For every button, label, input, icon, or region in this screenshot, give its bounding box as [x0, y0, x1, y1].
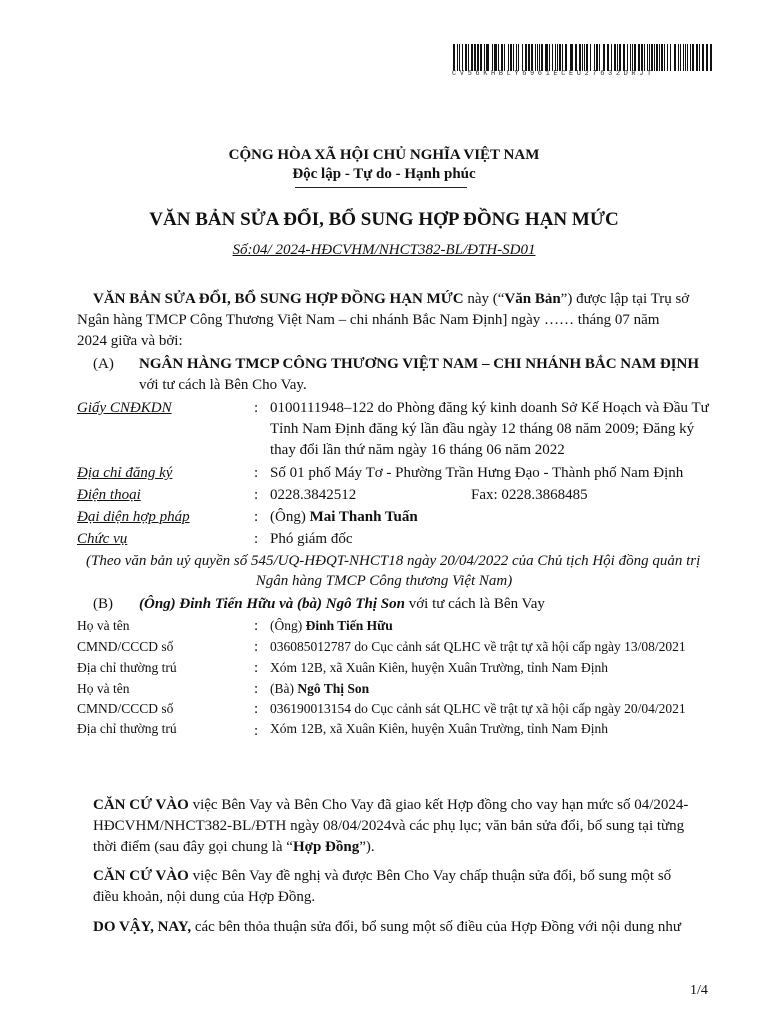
- barcode-bar: [617, 44, 618, 71]
- intro-term: Văn Bản: [504, 291, 561, 307]
- phone-value: 0228.3842512: [270, 487, 357, 503]
- barcode-bar: [623, 44, 625, 71]
- document-number: Số:04/ 2024-HĐCVHM/NHCT382-BL/ĐTH-SD01: [232, 242, 536, 258]
- barcode: [452, 44, 714, 71]
- barcode-bar: [649, 44, 650, 71]
- barcode-text: CV56KHBLY6961ECEU27632DRJT: [452, 70, 655, 78]
- recital-1-lead: CĂN CỨ VÀO: [93, 797, 189, 813]
- phone-colon: :: [254, 487, 259, 503]
- barcode-bar: [457, 44, 458, 71]
- p2-id-colon: :: [254, 701, 259, 717]
- barcode-bar: [614, 44, 616, 71]
- barcode-bar: [603, 44, 605, 71]
- barcode-bar: [706, 44, 708, 71]
- position-value: Phó giám đốc: [270, 531, 353, 547]
- party-a-name: NGÂN HÀNG TMCP CÔNG THƯƠNG VIỆT NAM – CHI NHÁNH BẮC NAM ĐỊNH: [139, 356, 700, 372]
- p1-address-colon: :: [254, 660, 259, 676]
- p1-name-label: Họ và tên: [77, 618, 130, 633]
- gcn-value-3: thay đổi lần thứ năm ngày 16 tháng 06 năm 2022: [270, 442, 565, 458]
- p2-id-value: 036190013154 do Cục cảnh sát QLHC về trật tự xã hội cấp ngày 20/04/2021: [270, 701, 686, 716]
- barcode-bar: [510, 44, 512, 71]
- barcode-bar: [539, 44, 540, 71]
- p1-id-colon: :: [254, 639, 259, 655]
- representative-value: [270, 509, 418, 526]
- gcn-label: Giấy CNĐKDN: [77, 400, 172, 416]
- recital-3-line-1: [93, 917, 681, 938]
- barcode-bar: [465, 44, 467, 71]
- barcode-bar: [584, 44, 585, 71]
- barcode-bar: [590, 44, 591, 71]
- barcode-bar: [486, 44, 489, 71]
- barcode-bar: [656, 44, 658, 71]
- recital-1-line-3: [93, 837, 375, 858]
- barcode-bar: [667, 44, 668, 71]
- barcode-bar: [699, 44, 700, 71]
- barcode-bar: [552, 44, 553, 71]
- barcode-bar: [508, 44, 509, 71]
- barcode-bar: [702, 44, 704, 71]
- barcode-bar: [468, 44, 469, 71]
- national-title: CỘNG HÒA XÃ HỘI CHỦ NGHĨA VIỆT NAM: [228, 147, 540, 163]
- barcode-bar: [627, 44, 628, 71]
- barcode-bar: [518, 44, 519, 71]
- national-motto: Độc lập - Tự do - Hạnh phúc: [292, 166, 476, 182]
- barcode-bar: [459, 44, 460, 71]
- recital-2-text: việc Bên Vay đề nghị và được Bên Cho Vay chấp thuận sửa đổi, bổ sung một số: [188, 868, 672, 884]
- barcode-bar: [477, 44, 479, 71]
- p2-id-label: CMND/CCCD số: [77, 701, 174, 716]
- barcode-bar: [484, 44, 485, 71]
- barcode-bar: [504, 44, 505, 71]
- intro-mid: này (“: [463, 291, 505, 307]
- barcode-bar: [462, 44, 463, 71]
- representative-colon: :: [254, 509, 259, 525]
- recital-1-line-1: [93, 795, 688, 816]
- recital-1-line-2: HĐCVHM/NHCT382-BL/ĐTH ngày 08/04/2024và các phụ lục; văn bản sửa đổi, bổ sung tại từng: [93, 818, 685, 834]
- barcode-bar: [690, 44, 691, 71]
- recital-1-text: việc Bên Vay và Bên Cho Vay đã giao kết Hợp đồng cho vay hạn mức số 04/2024-: [188, 797, 689, 813]
- barcode-bar: [611, 44, 612, 71]
- barcode-bar: [594, 44, 595, 71]
- barcode-bar: [522, 44, 523, 71]
- barcode-bar: [607, 44, 609, 71]
- intro-line-1: [93, 289, 689, 310]
- barcode-bar: [680, 44, 681, 71]
- representative-name: Mai Thanh Tuấn: [309, 509, 418, 525]
- p2-address-label: Địa chỉ thường trú: [77, 721, 177, 736]
- barcode-bar: [471, 44, 473, 71]
- representative-label: Đại diện hợp pháp: [77, 509, 190, 525]
- barcode-bar: [562, 44, 563, 71]
- barcode-bar: [654, 44, 655, 71]
- barcode-bar: [579, 44, 581, 71]
- p2-address-value: Xóm 12B, xã Xuân Kiên, huyện Xuân Trường, tỉnh Nam Định: [270, 721, 609, 736]
- p2-name-prefix: (Bà): [270, 681, 298, 696]
- authorization-line-2: Ngân hàng TMCP Công thương Việt Nam): [255, 573, 513, 589]
- barcode-bar: [501, 44, 503, 71]
- barcode-bar: [619, 44, 621, 71]
- barcode-bar: [670, 44, 671, 71]
- barcode-bar: [647, 44, 648, 71]
- document-title: VĂN BẢN SỬA ĐỔI, BỔ SUNG HỢP ĐỒNG HẠN MỨC: [149, 209, 619, 230]
- recital-3-lead: DO VẬY, NAY,: [93, 919, 192, 935]
- p1-name-colon: :: [254, 618, 259, 634]
- barcode-bar: [570, 44, 573, 71]
- barcode-bar: [664, 44, 665, 71]
- barcode-bar: [687, 44, 688, 71]
- gcn-value-1: 0100111948–122 do Phòng đăng ký kinh doanh Sở Kế Hoạch và Đầu Tư: [270, 400, 709, 416]
- barcode-bar: [644, 44, 645, 71]
- p2-address-colon: :: [254, 723, 259, 739]
- barcode-bar: [586, 44, 588, 71]
- barcode-bar: [513, 44, 514, 71]
- address-value: Số 01 phố Máy Tơ - Phường Trần Hưng Đạo - Thành phố Nam Định: [270, 465, 684, 481]
- barcode-bar: [494, 44, 497, 71]
- barcode-bar: [549, 44, 550, 71]
- p1-address-label: Địa chỉ thường trú: [77, 660, 177, 675]
- barcode-bar: [528, 44, 530, 71]
- recital-1-text-3b: ”).: [359, 839, 375, 855]
- barcode-bar: [492, 44, 493, 71]
- motto-underline: [295, 187, 467, 188]
- position-label: Chức vụ: [77, 531, 128, 547]
- party-b-role: với tư cách là Bên Vay: [404, 596, 545, 612]
- barcode-bar: [474, 44, 476, 71]
- barcode-bar: [480, 44, 482, 71]
- barcode-bar: [575, 44, 577, 71]
- barcode-bar: [710, 44, 712, 71]
- phone-label: Điện thoại: [77, 487, 141, 503]
- barcode-bar: [531, 44, 533, 71]
- barcode-bar: [683, 44, 684, 71]
- intro-rest: ”) được lập tại Trụ sở: [560, 291, 690, 307]
- barcode-bar: [453, 44, 455, 71]
- authorization-line-1: (Theo văn bản uỷ quyền số 545/UQ-HĐQT-NHCT18 ngày 20/04/2022 của Chủ tịch Hội đồng quản trị: [86, 553, 701, 569]
- barcode-bar: [535, 44, 536, 71]
- barcode-bar: [651, 44, 653, 71]
- party-a-role: với tư cách là Bên Cho Vay.: [139, 377, 307, 393]
- address-label: Địa chỉ đăng ký: [77, 465, 173, 481]
- barcode-bar: [541, 44, 543, 71]
- page-number: 1/4: [690, 983, 708, 998]
- barcode-bar: [599, 44, 600, 71]
- gcn-value-2: Tỉnh Nam Định đăng ký lần đầu ngày 12 tháng 08 năm 2009; Đăng ký: [270, 421, 695, 437]
- barcode-bar: [537, 44, 538, 71]
- recital-2-lead: CĂN CỨ VÀO: [93, 868, 189, 884]
- barcode-bar: [661, 44, 663, 71]
- p1-id-value: 036085012787 do Cục cảnh sát QLHC về trật tự xã hội cấp ngày 13/08/2021: [270, 639, 686, 654]
- recital-3-text: các bên thỏa thuận sửa đổi, bổ sung một số điều của Hợp Đồng với nội dung như: [191, 919, 682, 935]
- barcode-bar: [696, 44, 698, 71]
- recital-2-line-1: [93, 866, 671, 887]
- barcode-bar: [678, 44, 679, 71]
- party-b-line: [139, 596, 545, 613]
- barcode-bar: [555, 44, 556, 71]
- barcode-bar: [525, 44, 527, 71]
- p1-id-label: CMND/CCCD số: [77, 639, 174, 654]
- representative-prefix: (Ông): [270, 509, 310, 525]
- party-b-names: (Ông) Đinh Tiến Hữu và (bà) Ngô Thị Son: [139, 596, 405, 612]
- barcode-bar: [559, 44, 561, 71]
- barcode-bar: [634, 44, 636, 71]
- barcode-bar: [659, 44, 660, 71]
- party-b-marker: (B): [93, 596, 113, 612]
- gcn-colon: :: [254, 400, 259, 416]
- barcode-bar: [545, 44, 548, 71]
- barcode-bar: [630, 44, 631, 71]
- intro-line-3: 2024 giữa và bởi:: [77, 333, 183, 349]
- barcode-bar: [582, 44, 583, 71]
- position-colon: :: [254, 531, 259, 547]
- barcode-bar: [641, 44, 643, 71]
- p1-address-value: Xóm 12B, xã Xuân Kiên, huyện Xuân Trường, tỉnh Nam Định: [270, 660, 609, 675]
- intro-line-2: Ngân hàng TMCP Công Thương Việt Nam – chi nhánh Bắc Nam Định] ngày …… tháng 07 năm: [77, 312, 660, 328]
- barcode-bar: [685, 44, 686, 71]
- intro-lead: VĂN BẢN SỬA ĐỔI, BỔ SUNG HỢP ĐỒNG HẠN MỨC: [93, 291, 464, 307]
- recital-1-text-3a: thời điểm (sau đây gọi chung là “: [93, 839, 293, 855]
- fax-value: Fax: 0228.3868485: [471, 487, 588, 503]
- barcode-bar: [692, 44, 694, 71]
- party-a-marker: (A): [93, 356, 114, 372]
- barcode-bar: [557, 44, 558, 71]
- p1-name-value: [270, 618, 393, 634]
- p1-name-prefix: (Ông): [270, 618, 306, 633]
- address-colon: :: [254, 465, 259, 481]
- recital-2-line-2: điều khoản, nội dung của Hợp Đồng.: [93, 889, 316, 905]
- recital-1-term: Hợp Đồng: [292, 839, 360, 855]
- barcode-bar: [674, 44, 676, 71]
- barcode-bar: [632, 44, 633, 71]
- p2-name-label: Họ và tên: [77, 681, 130, 696]
- barcode-bar: [638, 44, 640, 71]
- p1-name: Đinh Tiến Hữu: [305, 618, 393, 633]
- barcode-bar: [516, 44, 517, 71]
- barcode-bar: [498, 44, 499, 71]
- barcode-bar: [596, 44, 598, 71]
- p2-name-colon: :: [254, 681, 259, 697]
- p2-name-value: [270, 681, 369, 697]
- barcode-bar: [565, 44, 567, 71]
- p2-name: Ngô Thị Son: [297, 681, 370, 696]
